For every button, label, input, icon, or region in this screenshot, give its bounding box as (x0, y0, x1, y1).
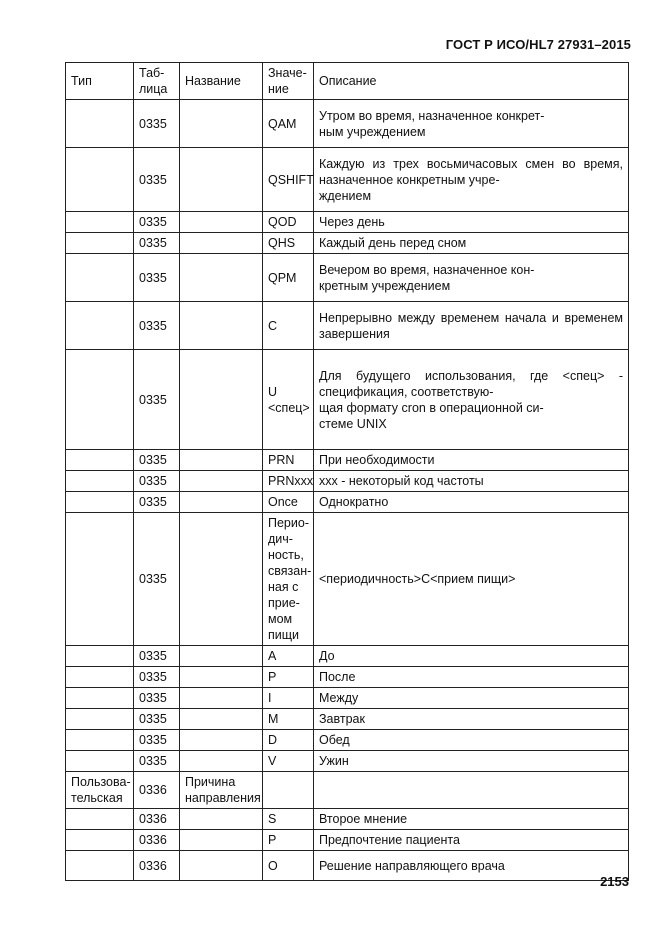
cell-description: Ужин (314, 751, 629, 772)
column-header: Таб- лица (134, 63, 180, 100)
table-row (66, 513, 629, 646)
cell-value: C (263, 302, 314, 350)
cell-table: 0335 (134, 254, 180, 302)
cell-value: A (263, 646, 314, 667)
cell-table: 0335 (134, 667, 180, 688)
cell-type (66, 350, 134, 450)
cell-type (66, 254, 134, 302)
cell-description: Между (314, 688, 629, 709)
cell-type (66, 688, 134, 709)
cell-name (180, 254, 263, 302)
cell-value: D (263, 730, 314, 751)
table-row (66, 148, 629, 212)
cell-value: QOD (263, 212, 314, 233)
cell-value: S (263, 809, 314, 830)
table-row (66, 772, 629, 809)
table-row (66, 350, 629, 450)
cell-table: 0335 (134, 148, 180, 212)
table-body (66, 100, 629, 881)
cell-type (66, 450, 134, 471)
cell-table: 0335 (134, 730, 180, 751)
cell-value: O (263, 851, 314, 881)
table-row (66, 254, 629, 302)
table-row (66, 709, 629, 730)
cell-table: 0335 (134, 646, 180, 667)
cell-value (263, 772, 314, 809)
table-row (66, 688, 629, 709)
cell-description: <периодичность>C<прием пищи> (314, 513, 629, 646)
cell-value: PRN (263, 450, 314, 471)
cell-name (180, 302, 263, 350)
cell-table: 0335 (134, 751, 180, 772)
cell-table: 0335 (134, 212, 180, 233)
cell-type (66, 830, 134, 851)
table-row (66, 492, 629, 513)
column-header: Тип (66, 63, 134, 100)
cell-type (66, 809, 134, 830)
cell-table: 0336 (134, 851, 180, 881)
cell-name (180, 646, 263, 667)
cell-description: Решение направляющего врача (314, 851, 629, 881)
cell-name (180, 233, 263, 254)
cell-type (66, 709, 134, 730)
cell-table: 0335 (134, 450, 180, 471)
cell-name (180, 471, 263, 492)
cell-table: 0335 (134, 688, 180, 709)
cell-name (180, 350, 263, 450)
cell-table: 0335 (134, 709, 180, 730)
cell-description: Каждую из трех восьмичасовых смен во время, назначенное конкретным учре- ждением (314, 148, 629, 212)
cell-type (66, 730, 134, 751)
cell-value: QHS (263, 233, 314, 254)
table-row (66, 809, 629, 830)
cell-name (180, 492, 263, 513)
cell-description: Утром во время, назначенное конкрет- ным учреждением (314, 100, 629, 148)
cell-value: QSHIFT (263, 148, 314, 212)
cell-type (66, 667, 134, 688)
cell-table: 0336 (134, 772, 180, 809)
cell-table: 0335 (134, 100, 180, 148)
cell-description: После (314, 667, 629, 688)
cell-table: 0335 (134, 233, 180, 254)
cell-table: 0336 (134, 830, 180, 851)
table-row (66, 471, 629, 492)
cell-table: 0335 (134, 471, 180, 492)
cell-description: Предпочтение пациента (314, 830, 629, 851)
cell-name (180, 212, 263, 233)
cell-value: U <спец> (263, 350, 314, 450)
cell-table: 0335 (134, 513, 180, 646)
table-row (66, 233, 629, 254)
cell-value: I (263, 688, 314, 709)
table-row (66, 100, 629, 148)
cell-type (66, 513, 134, 646)
column-header: Описание (314, 63, 629, 100)
cell-name (180, 809, 263, 830)
cell-type (66, 148, 134, 212)
cell-description: Завтрак (314, 709, 629, 730)
cell-value: P (263, 830, 314, 851)
cell-value: V (263, 751, 314, 772)
cell-name: Причина направления (180, 772, 263, 809)
cell-table: 0335 (134, 350, 180, 450)
cell-description: До (314, 646, 629, 667)
page-number: 2153 (600, 874, 629, 889)
table-row (66, 667, 629, 688)
cell-name (180, 751, 263, 772)
cell-value: Once (263, 492, 314, 513)
cell-name (180, 450, 263, 471)
cell-name (180, 688, 263, 709)
document-header: ГОСТ Р ИСО/HL7 27931–2015 (445, 37, 631, 52)
cell-description: Непрерывно между временем начала и временем завершения (314, 302, 629, 350)
column-header: Название (180, 63, 263, 100)
cell-description: Однократно (314, 492, 629, 513)
cell-description: При необходимости (314, 450, 629, 471)
cell-type (66, 471, 134, 492)
table-row (66, 450, 629, 471)
cell-description: Вечером во время, назначенное кон- кретным учреждением (314, 254, 629, 302)
cell-table: 0335 (134, 302, 180, 350)
cell-value: PRNxxx (263, 471, 314, 492)
cell-table: 0336 (134, 809, 180, 830)
cell-name (180, 830, 263, 851)
cell-name (180, 148, 263, 212)
cell-name (180, 667, 263, 688)
cell-value: Перио- дич- ность, связан- ная с прие- мом пищи (263, 513, 314, 646)
cell-description: Второе мнение (314, 809, 629, 830)
table-header-row (66, 63, 629, 100)
table-row (66, 830, 629, 851)
cell-description (314, 772, 629, 809)
cell-type (66, 302, 134, 350)
table-row (66, 730, 629, 751)
cell-name (180, 730, 263, 751)
cell-value: QAM (263, 100, 314, 148)
column-header: Значе- ние (263, 63, 314, 100)
cell-value: P (263, 667, 314, 688)
cell-description: xxx - некоторый код частоты (314, 471, 629, 492)
table-row (66, 302, 629, 350)
cell-type (66, 100, 134, 148)
table-row (66, 851, 629, 881)
cell-name (180, 513, 263, 646)
table-row (66, 646, 629, 667)
cell-description: Обед (314, 730, 629, 751)
table-row (66, 751, 629, 772)
cell-description: Каждый день перед сном (314, 233, 629, 254)
cell-description: Через день (314, 212, 629, 233)
cell-value: QPM (263, 254, 314, 302)
cell-value: M (263, 709, 314, 730)
cell-table: 0335 (134, 492, 180, 513)
cell-type (66, 492, 134, 513)
cell-type (66, 233, 134, 254)
cell-name (180, 100, 263, 148)
code-table (65, 62, 629, 881)
cell-type (66, 751, 134, 772)
cell-name (180, 709, 263, 730)
cell-type: Пользова- тельская (66, 772, 134, 809)
cell-description: Для будущего использования, где <спец> - спецификация, соответствую- щая формату cron в операционной си- стеме UNIX (314, 350, 629, 450)
table-row (66, 212, 629, 233)
cell-type (66, 212, 134, 233)
cell-type (66, 646, 134, 667)
cell-name (180, 851, 263, 881)
cell-type (66, 851, 134, 881)
